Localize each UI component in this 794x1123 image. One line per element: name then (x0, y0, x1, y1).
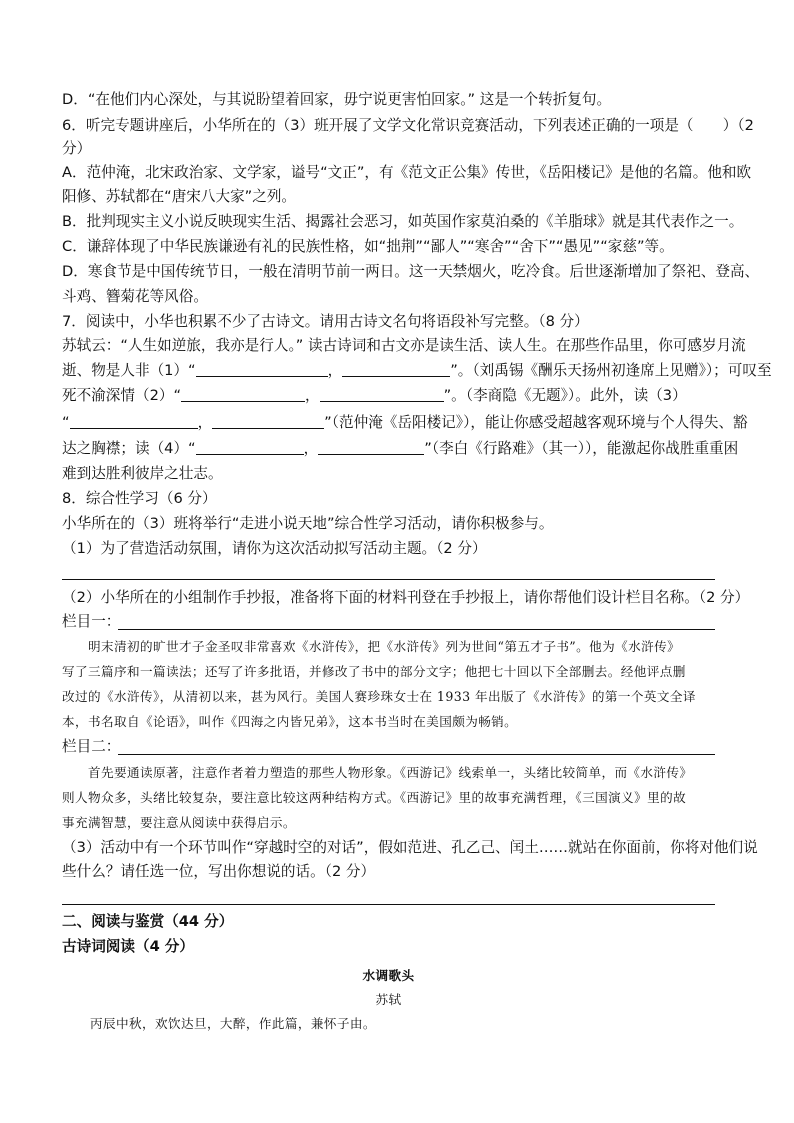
q7-text: ”（范仲淹《岳阳楼记》），能让你感受超越客观环境与个人得失、豁 (324, 414, 748, 431)
material2-line3: 事充满智慧，要注意从阅读中获得启示。 (62, 815, 296, 830)
answer-blank-1a[interactable] (196, 362, 328, 377)
material1-line4: 本，书名取自《论语》，叫作《四海之内皆兄弟》，这本书当时在美国颇为畅销。 (62, 714, 518, 729)
q7-text: 逝、物是人非（1）“ (62, 362, 196, 379)
column1-answer-line[interactable] (118, 629, 715, 630)
q8-part1: （1）为了营造活动氛围，请你为这次活动拟写活动主题。（2 分） (62, 540, 487, 557)
q7-text: 死不渝深情（2）“ (62, 387, 182, 404)
q8-part2: （2）小华所在的小组制作手抄报，准备将下面的材料刊登在手抄报上，请你帮他们设计栏目名称。（2 分） (62, 589, 750, 606)
material2-line2: 则人物众多，头绪比较复杂，要注意比较这两种结构方式。《西游记》里的故事充满哲理，《三国演义》里的故 (62, 790, 687, 805)
answer-blank-1b[interactable] (342, 362, 450, 377)
column2-label: 栏目二： (62, 738, 121, 755)
q6-option-b: B．批判现实主义小说反映现实生活、揭露社会恶习，如英国作家莫泊桑的《羊脂球》就是其代表作之一。 (62, 213, 744, 230)
q8-part1-answer-line[interactable] (62, 579, 715, 580)
column1-label: 栏目一： (62, 613, 121, 630)
q8-part3-line2: 些什么？请任选一位，写出你想说的话。（2 分） (62, 863, 376, 880)
q6-option-d-line1: D．寒食节是中国传统节日，一般在清明节前一两日。这一天禁烟火，吃冷食。后世逐渐增加了祭祀、登高、 (62, 263, 760, 280)
section2-heading: 二、阅读与鉴赏（44 分） (62, 913, 234, 930)
poem-title: 水调歌头 (362, 968, 415, 983)
q8-part3-answer-line[interactable] (62, 904, 715, 905)
answer-blank-3b[interactable] (212, 414, 324, 429)
q5-option-d: D．“在他们内心深处，与其说盼望着回家，毋宁说更害怕回家。” 这是一个转折复句。 (62, 91, 612, 108)
material1-line3: 改过的《水浒传》，从清初以来，甚为风行。美国人赛珍珠女士在 1933 年出版了《水浒传》的第一个英文全译 (62, 689, 696, 704)
q7-stem: 7．阅读中，小华也积累不少了古诗文。请用古诗文名句将语段补写完整。（8 分） (62, 313, 589, 330)
q7-paragraph-line5 (62, 439, 738, 459)
answer-blank-2b[interactable] (320, 387, 444, 402)
q7-paragraph-line2 (62, 361, 772, 381)
q6-stem-line1: 6．听完专题讲座后，小华所在的（3）班开展了文学文化常识竞赛活动，下列表述正确的一项是（ ）（2 (62, 117, 754, 134)
q7-paragraph-line6: 难到达胜利彼岸之壮志。 (62, 465, 223, 482)
answer-blank-2a[interactable] (181, 387, 305, 402)
q6-option-d-line2: 斗鸡、簪菊花等风俗。 (62, 288, 208, 305)
poem-preface: 丙辰中秋，欢饮达旦，大醉，作此篇，兼怀子由。 (90, 1016, 376, 1031)
q7-text: ”（李白《行路难》（其一）），能激起你战胜重重困 (424, 440, 739, 457)
material2-line1: 首先要通读原著，注意作者着力塑造的那些人物形象。《西游记》线索单一，头绪比较简单，而《水浒传》 (88, 765, 693, 780)
q8-part3-line1: （3）活动中有一个环节叫作“穿越时空的对话”，假如范进、孔乙己、闰土……就站在你面前，你将对他们说 (62, 839, 758, 856)
q6-stem-line2: 分） (62, 140, 92, 157)
material1-line1: 明末清初的旷世才子金圣叹非常喜欢《水浒传》，把《水浒传》列为世间“第五才子书”。他为《水浒传》 (88, 639, 681, 654)
q6-option-c: C．谦辞体现了中华民族谦逊有礼的民族性格，如“拙荆”“鄙人”“寒舍”“舍下”“愚见”“家慈”等。 (62, 238, 674, 255)
q7-paragraph-line3 (62, 386, 687, 406)
q7-text: ”。（刘禹锡《酬乐天扬州初逢席上见赠》）；可叹至 (450, 362, 772, 379)
answer-blank-3a[interactable] (70, 414, 198, 429)
q7-text: 达之胸襟；读（4）“ (62, 440, 196, 457)
poem-author: 苏轼 (375, 992, 402, 1007)
q6-option-a-line2: 阳修、苏轼都在“唐宋八大家”之列。 (62, 188, 297, 205)
q7-text: ”。（李商隐《无题》）。此外，读（3） (443, 387, 687, 404)
q6-option-a-line1: A．范仲淹，北宋政治家、文学家，谥号“文正”，有《范文正公集》传世，《岳阳楼记》是他的名篇。他和欧 (62, 164, 752, 181)
q7-paragraph-line1: 苏轼云：“人生如逆旅，我亦是行人。” 读古诗词和古文亦是读生活、读人生。在那些作品里，你可感岁月流 (62, 337, 746, 354)
answer-blank-4b[interactable] (318, 440, 424, 455)
q7-text: “ (62, 414, 70, 431)
poem-section-heading: 古诗词阅读（4 分） (62, 938, 194, 955)
column2-answer-line[interactable] (118, 754, 715, 755)
q7-text: ， (305, 387, 320, 404)
q7-paragraph-line4 (62, 413, 748, 433)
material1-line2: 写了三篇序和一篇读法；还写了许多批语，并修改了书中的部分文字；他把七十回以下全部删去。经他评点删 (62, 664, 686, 679)
answer-blank-4a[interactable] (196, 440, 304, 455)
q7-text: ， (327, 362, 343, 379)
q7-text: ， (197, 414, 213, 431)
q8-stem: 8．综合性学习（6 分） (62, 490, 217, 507)
q8-intro: 小华所在的（3）班将举行“走进小说天地”综合性学习活动，请你积极参与。 (62, 515, 554, 532)
q7-text: ， (303, 440, 319, 457)
